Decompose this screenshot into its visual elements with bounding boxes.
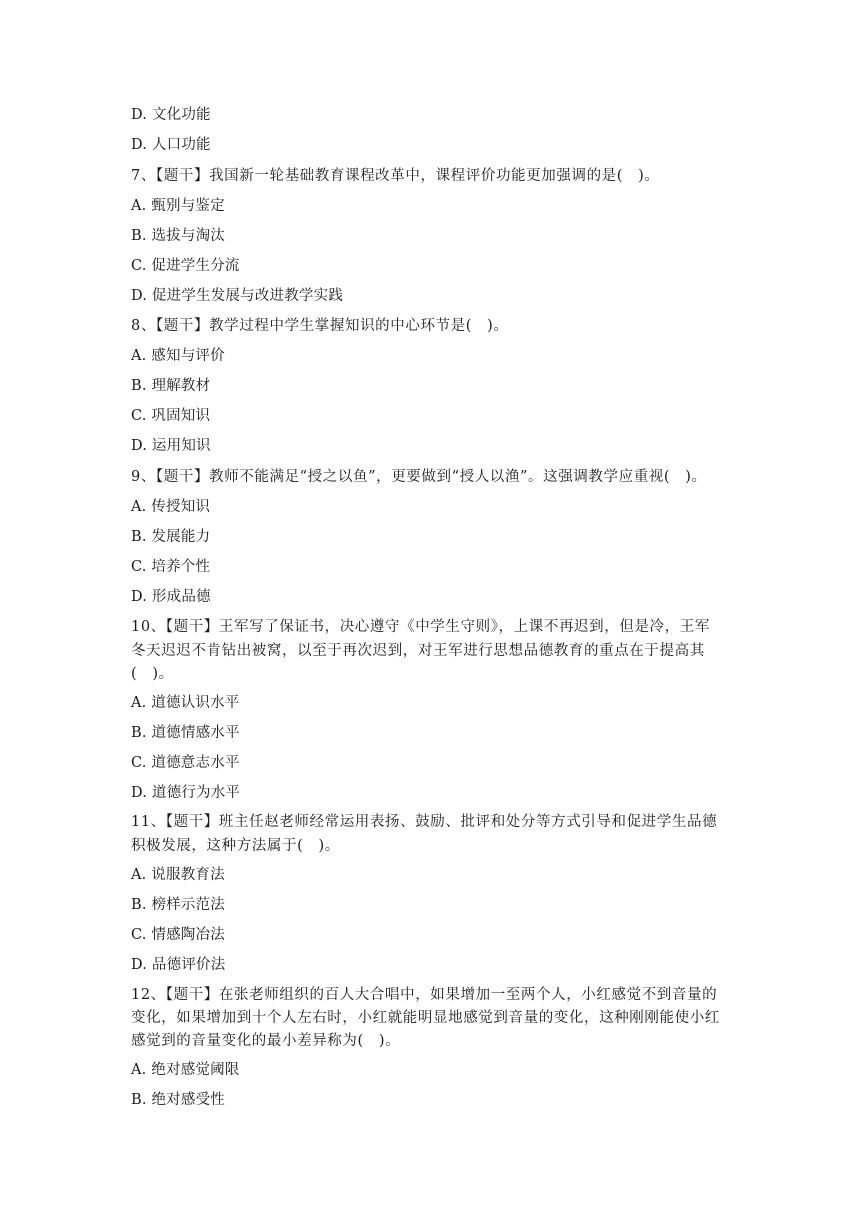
- question-7-stem: 7、【题干】我国新一轮基础教育课程改革中，课程评价功能更加强调的是( )。: [131, 168, 660, 184]
- question-10-stem-line-1: 10、【题干】王军写了保证书，决心遵守《中学生守则》，上课不再迟到，但是冷，王军: [131, 619, 710, 635]
- question-9-stem: 9、【题干】教师不能满足“授之以鱼”，更要做到“授人以渔”。这强调教学应重视( )。: [131, 469, 707, 485]
- question-12-stem-line-1: 12、【题干】在张老师组织的百人大合唱中，如果增加一至两个人，小红感觉不到音量的: [131, 987, 718, 1003]
- question-10-option-d: D. 道德行为水平: [131, 785, 241, 801]
- question-11-option-b: B. 榜样示范法: [131, 897, 225, 913]
- question-11-option-c: C. 情感陶冶法: [131, 927, 225, 943]
- question-12-option-a: A. 绝对感觉阈限: [131, 1062, 240, 1078]
- question-12-stem-line-3: 感觉到的音量变化的最小差异称为( )。: [131, 1033, 401, 1049]
- question-7-option-c: C. 促进学生分流: [131, 258, 240, 274]
- option-6d-population: D. 人口功能: [131, 137, 211, 153]
- question-9-option-c: C. 培养个性: [131, 559, 211, 575]
- question-8-option-b: B. 理解教材: [131, 378, 211, 394]
- question-11-stem-line-1: 11、【题干】班主任赵老师经常运用表扬、鼓励、批评和处分等方式引导和促进学生品德: [131, 814, 718, 830]
- question-8-option-c: C. 巩固知识: [131, 408, 211, 424]
- question-8-stem: 8、【题干】教学过程中学生掌握知识的中心环节是( )。: [131, 318, 509, 334]
- question-7-option-b: B. 选拔与淘汰: [131, 228, 225, 244]
- question-7-option-a: A. 甄别与鉴定: [131, 198, 225, 214]
- question-10-option-a: A. 道德认识水平: [131, 695, 240, 711]
- question-9-option-d: D. 形成品德: [131, 589, 211, 605]
- question-8-option-a: A. 感知与评价: [131, 348, 225, 364]
- question-10-stem-line-3: ( )。: [131, 666, 174, 682]
- question-10-option-b: B. 道德情感水平: [131, 725, 240, 741]
- question-11-stem-line-2: 积极发展，这种方法属于( )。: [131, 838, 340, 854]
- question-8-option-d: D. 运用知识: [131, 438, 211, 454]
- question-12-option-b: B. 绝对感受性: [131, 1092, 225, 1108]
- option-6d-culture: D. 文化功能: [131, 107, 211, 123]
- question-10-stem-line-2: 冬天迟迟不肯钻出被窝，以至于再次迟到，对王军进行思想品德教育的重点在于提高其: [131, 643, 705, 659]
- question-9-option-a: A. 传授知识: [131, 499, 211, 515]
- question-10-option-c: C. 道德意志水平: [131, 755, 240, 771]
- question-7-option-d: D. 促进学生发展与改进教学实践: [131, 288, 344, 304]
- question-11-option-a: A. 说服教育法: [131, 867, 225, 883]
- question-9-option-b: B. 发展能力: [131, 529, 211, 545]
- question-12-stem-line-2: 变化，如果增加到十个人左右时，小红就能明显地感觉到音量的变化，这种刚刚能使小红: [131, 1010, 720, 1026]
- question-11-option-d: D. 品德评价法: [131, 957, 226, 973]
